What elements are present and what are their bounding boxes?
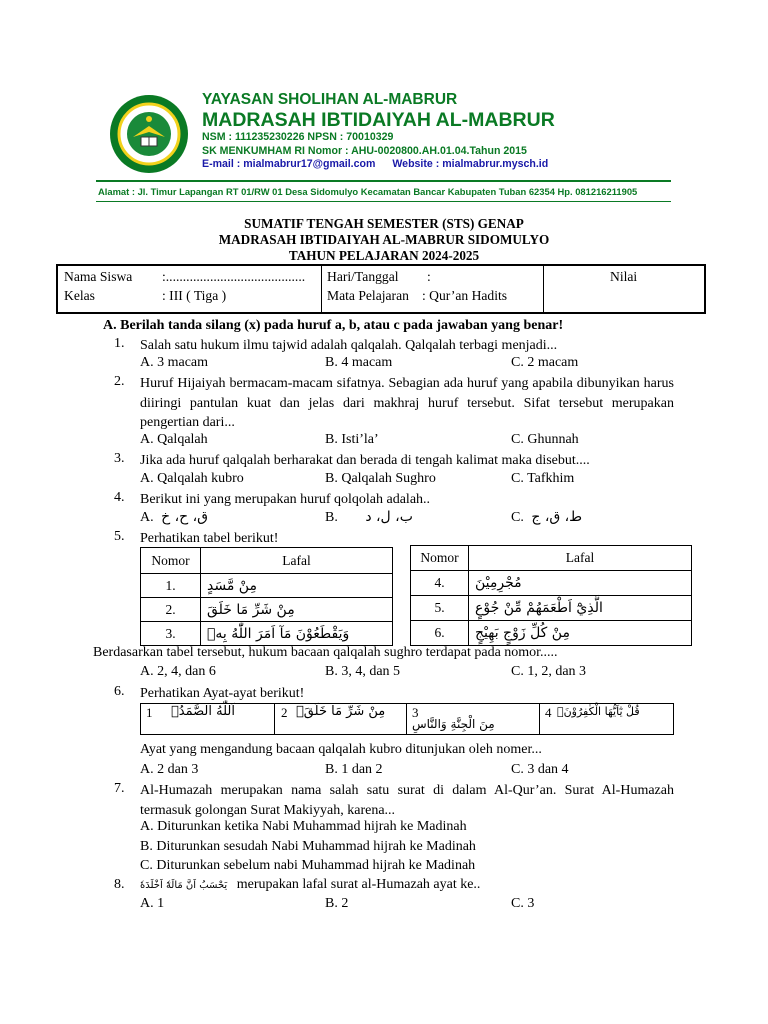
ayat-cell-4-number: 4 bbox=[545, 705, 552, 720]
exam-title: SUMATIF TENGAH SEMESTER (STS) GENAP bbox=[244, 216, 524, 231]
q2-number: 2. bbox=[114, 374, 125, 389]
q8-option-b[interactable]: B. 2 bbox=[325, 896, 349, 911]
sk-number: SK MENKUMHAM RI Nomor : AHU-0020800.AH.01.04.Tahun 2015 bbox=[202, 145, 527, 157]
lafal-arabic: مِنْ شَرِّ مَا خَلَقَ bbox=[207, 601, 295, 618]
q1-option-c[interactable]: C. 2 macam bbox=[511, 355, 579, 370]
hari-field[interactable]: : bbox=[427, 269, 431, 284]
lafal-arabic: مِنْ كُلِّ زَوْجٍ بَهِيْجٍ bbox=[475, 625, 570, 641]
q5-follow-text: Berdasarkan tabel tersebut, hukum bacaan qalqalah sughro terdapat pada nomor..... bbox=[93, 645, 558, 660]
school-subtitle: MADRASAH IBTIDAIYAH AL-MABRUR SIDOMULYO bbox=[218, 232, 550, 247]
lafal-table-right-header-nomor: Nomor bbox=[411, 546, 469, 571]
q6-option-b[interactable]: B. 1 dan 2 bbox=[325, 762, 383, 777]
lafal-arabic: مِنْ مَّسَدٍ bbox=[207, 577, 257, 594]
q4-option-a[interactable] bbox=[140, 509, 208, 526]
table-row bbox=[141, 598, 393, 622]
website-text: Website : mialmabrur.mysch.id bbox=[392, 158, 549, 170]
lafal-table-right-header-lafal: Lafal bbox=[469, 546, 692, 571]
lafal-table-right bbox=[410, 545, 692, 646]
ayat-cell-1 bbox=[141, 704, 275, 734]
q2-text: Huruf Hijaiyah bermacam-macam sifatnya. Sebagian ada huruf yang apabila dibunyikan harus diiringi pantulan kuat dan jelas dari makhraj huruf tersebut. Sifat tersebut merupakan pengertian dari... bbox=[140, 376, 674, 430]
q4-option-b[interactable] bbox=[325, 509, 413, 526]
nilai-label: Nilai bbox=[610, 269, 638, 284]
nama-field[interactable]: :......................................... bbox=[162, 269, 306, 284]
q6-follow-text: Ayat yang mengandung bacaan qalqalah kubro ditunjukan oleh nomer... bbox=[140, 742, 542, 757]
row-lafal bbox=[201, 622, 393, 646]
row-number: 1. bbox=[141, 574, 201, 598]
table-row bbox=[141, 622, 393, 646]
row-number: 5. bbox=[411, 596, 469, 621]
lafal-table-left-header-nomor: Nomor bbox=[141, 548, 201, 574]
q3-option-c[interactable]: C. Tafkhim bbox=[511, 471, 575, 486]
school-name: MADRASAH IBTIDAIYAH AL-MABRUR bbox=[202, 109, 555, 131]
ayat-cell-4 bbox=[539, 704, 673, 734]
q3-option-b[interactable]: B. Qalqalah Sughro bbox=[325, 471, 436, 486]
header-divider-top bbox=[96, 180, 671, 182]
header-divider-bottom bbox=[96, 201, 671, 202]
q3-option-a[interactable]: A. Qalqalah kubro bbox=[140, 471, 244, 486]
contact-line bbox=[202, 158, 548, 170]
q8-option-c[interactable]: C. 3 bbox=[511, 896, 535, 911]
q4-option-c-arabic: ط، ق، ج bbox=[531, 509, 583, 525]
row-number: 3. bbox=[141, 622, 201, 646]
q4-number: 4. bbox=[114, 490, 125, 505]
q8-number: 8. bbox=[114, 877, 125, 892]
table-row bbox=[411, 621, 692, 646]
identity-student-cell bbox=[58, 266, 322, 312]
q2-option-b[interactable]: B. Isti’la’ bbox=[325, 432, 379, 447]
table-row bbox=[411, 571, 692, 596]
q1-option-b[interactable]: B. 4 macam bbox=[325, 355, 393, 370]
lafal-table-left-header-lafal: Lafal bbox=[201, 548, 393, 574]
q7-option-c[interactable]: C. Diturunkan sebelum nabi Muhammad hijrah ke Madinah bbox=[140, 858, 476, 873]
q2-option-c[interactable]: C. Ghunnah bbox=[511, 432, 579, 447]
q8-stem bbox=[140, 877, 480, 893]
ayat-cell-2 bbox=[274, 704, 407, 734]
ayat-cell-1-number: 1 bbox=[146, 705, 153, 720]
identity-table bbox=[56, 264, 706, 314]
email-text: E-mail : mialmabrur17@gmail.com bbox=[202, 158, 376, 170]
q5-number: 5. bbox=[114, 529, 125, 544]
row-number: 2. bbox=[141, 598, 201, 622]
ayat-cell-2-arabic: مِنْ شَرِّ مَا خَلَقَۙ bbox=[296, 704, 386, 719]
kelas-value: : III ( Tiga ) bbox=[162, 288, 227, 303]
q5-option-a[interactable]: A. 2, 4, dan 6 bbox=[140, 664, 216, 679]
lafal-arabic: مُجْرِمِيْنَ bbox=[475, 575, 522, 591]
mapel-label: Mata Pelajaran bbox=[327, 288, 409, 303]
q5-text: Perhatikan tabel berikut! bbox=[140, 531, 279, 546]
q1-text: Salah satu hukum ilmu tajwid adalah qalqalah. Qalqalah terbagi menjadi... bbox=[140, 338, 558, 353]
ayat-cell-4-arabic: قُلْ يٰٓاَيُّهَا الْكٰفِرُوْنَۙ bbox=[557, 705, 640, 718]
foundation-name: YAYASAN SHOLIHAN AL-MABRUR bbox=[202, 91, 458, 108]
hari-label: Hari/Tanggal bbox=[327, 269, 399, 284]
q6-option-c[interactable]: C. 3 dan 4 bbox=[511, 762, 569, 777]
academic-year: TAHUN PELAJARAN 2024-2025 bbox=[288, 248, 480, 263]
q8-option-a[interactable]: A. 1 bbox=[140, 896, 165, 911]
row-number: 6. bbox=[411, 621, 469, 646]
lafal-table-left bbox=[140, 547, 393, 646]
q3-number: 3. bbox=[114, 451, 125, 466]
q8-text: merupakan lafal surat al-Humazah ayat ke.. bbox=[236, 877, 481, 892]
q8-arabic: يَحْسَبُ اَنَّ مَالَهٗٓ اَخْلَدَهٗ bbox=[140, 880, 228, 891]
q4-text: Berikut ini yang merupakan huruf qolqolah adalah.. bbox=[140, 492, 431, 507]
row-lafal bbox=[201, 574, 393, 598]
row-lafal bbox=[201, 598, 393, 622]
q1-option-a[interactable]: A. 3 macam bbox=[140, 355, 209, 370]
q4-option-b-label: B. bbox=[325, 510, 338, 525]
q4-option-c-label: C. bbox=[511, 510, 524, 525]
q5-option-c[interactable]: C. 1, 2, dan 3 bbox=[511, 664, 587, 679]
address: Alamat : Jl. Timur Lapangan RT 01/RW 01 Desa Sidomulyo Kecamatan Bancar Kabupaten Tuban 62354 Hp. 081216211905 bbox=[98, 186, 638, 197]
q3-text: Jika ada huruf qalqalah berharakat dan berada di tengah kalimat maka disebut.... bbox=[140, 453, 590, 468]
q6-text: Perhatikan Ayat-ayat berikut! bbox=[140, 686, 305, 701]
section-a-instruction: A. Berilah tanda silang (x) pada huruf a, b, atau c pada jawaban yang benar! bbox=[103, 318, 564, 333]
q7-text: Al-Humazah merupakan nama salah satu surat di dalam Al-Qur’an. Surat Al-Humazah termasuk golongan Surat Makiyyah, karena... bbox=[140, 783, 674, 818]
kelas-label: Kelas bbox=[64, 288, 95, 303]
nsm-npsn: NSM : 111235230226 NPSN : 70010329 bbox=[202, 131, 394, 143]
lafal-arabic: وَيَقْطَعُوْنَ مَآ اَمَرَ اللّٰهُ بِهٖ bbox=[207, 625, 350, 642]
identity-exam-cell bbox=[321, 266, 544, 312]
school-logo bbox=[108, 93, 190, 175]
row-lafal bbox=[469, 596, 692, 621]
q5-option-b[interactable]: B. 3, 4, dan 5 bbox=[325, 664, 401, 679]
q6-option-a[interactable]: A. 2 dan 3 bbox=[140, 762, 199, 777]
row-number: 4. bbox=[411, 571, 469, 596]
ayat-table bbox=[140, 703, 674, 735]
q4-option-c[interactable] bbox=[511, 509, 582, 526]
ayat-cell-2-number: 2 bbox=[281, 705, 288, 720]
mapel-value: : Qur’an Hadits bbox=[422, 288, 508, 303]
ayat-cell-1-arabic: اَللّٰهُ الصَّمَدُۚ bbox=[171, 704, 235, 719]
table-row bbox=[411, 596, 692, 621]
identity-score-cell[interactable] bbox=[543, 266, 704, 312]
q7-option-a[interactable]: A. Diturunkan ketika Nabi Muhammad hijrah ke Madinah bbox=[140, 819, 467, 834]
q4-option-a-arabic: ق، ح، خ bbox=[161, 509, 208, 525]
q6-number: 6. bbox=[114, 684, 125, 699]
ayat-cell-3-number: 3 bbox=[412, 705, 419, 720]
lafal-arabic: الَّذِيْٓ اَطْعَمَهُمْ مِّنْ جُوْعٍ bbox=[475, 600, 603, 616]
ayat-cell-3-arabic: مِنَ الْجِنَّةِ وَالنَّاسِ bbox=[412, 717, 495, 731]
q1-number: 1. bbox=[114, 336, 125, 351]
row-lafal bbox=[469, 571, 692, 596]
q7-option-b[interactable]: B. Diturunkan sesudah Nabi Muhammad hijrah ke Madinah bbox=[140, 839, 476, 854]
row-lafal bbox=[469, 621, 692, 646]
nama-label: Nama Siswa bbox=[64, 269, 133, 284]
table-row bbox=[141, 574, 393, 598]
q4-option-b-arabic: ب، ل، د bbox=[365, 509, 413, 525]
q4-option-a-label: A. bbox=[140, 510, 154, 525]
q2-option-a[interactable]: A. Qalqalah bbox=[140, 432, 208, 447]
ayat-cell-3 bbox=[406, 704, 540, 734]
q7-number: 7. bbox=[114, 781, 125, 796]
